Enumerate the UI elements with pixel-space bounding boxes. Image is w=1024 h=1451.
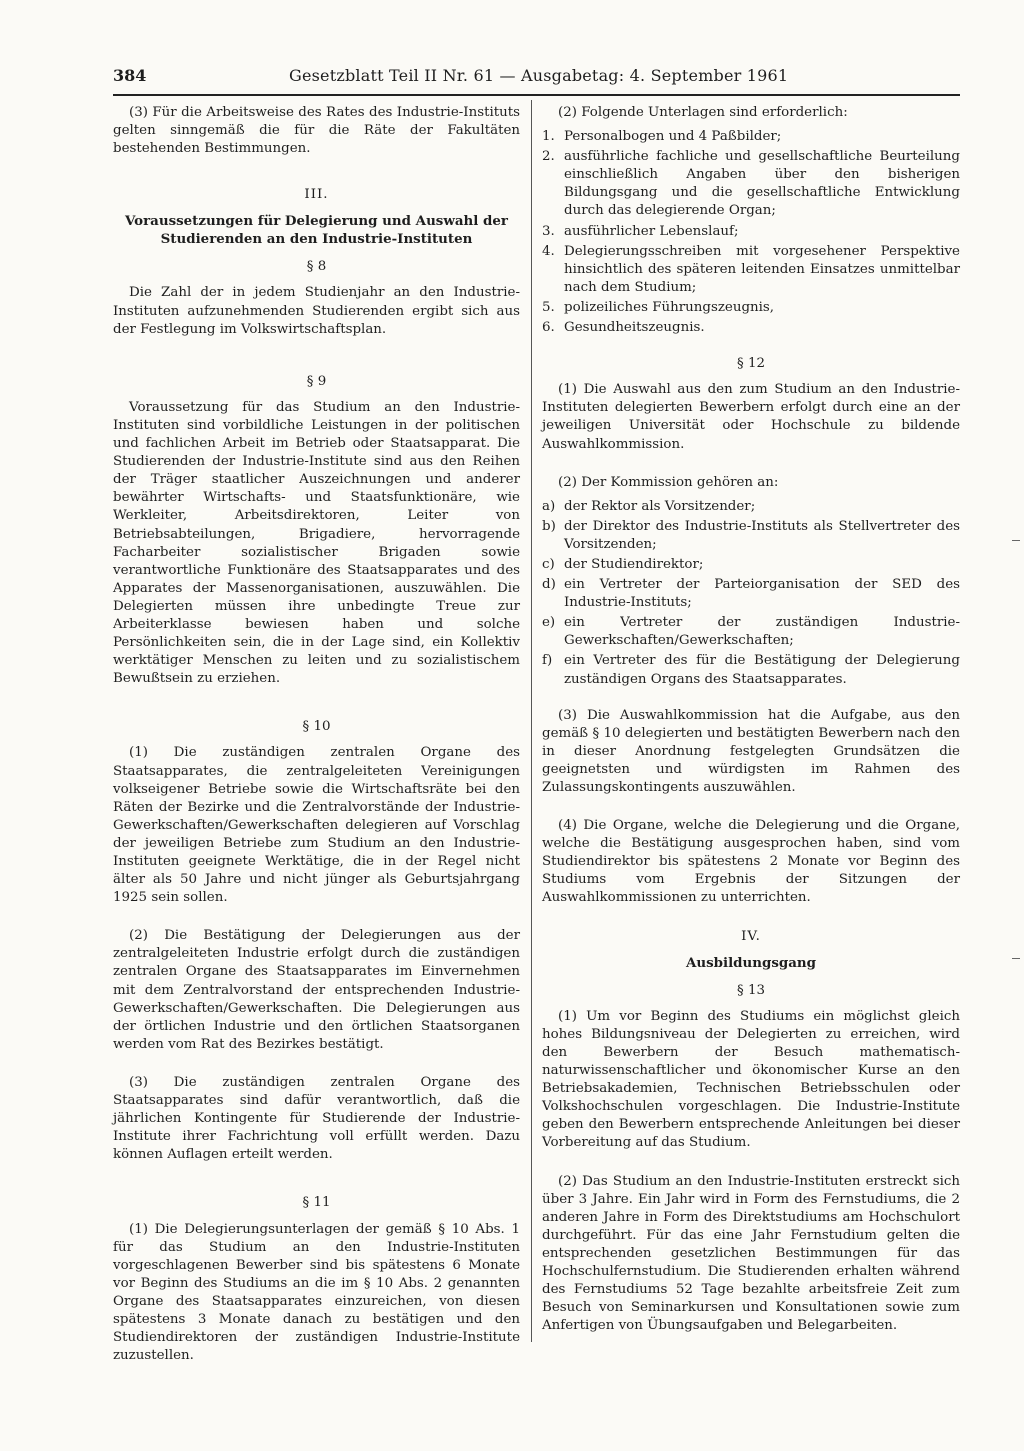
chapter-heading-iv: Ausbildungsgang [685,954,817,971]
section-9: § 9 [306,373,327,389]
section-10-paragraph-2: (2) Die Bestätigung der Delegierungen aus der zentralgeleiteten Industrie erfolgt durch die zuständigen zentralen Organe des Staatsapparates im Einvernehmen mit dem Zentralvorstand der entsprechenden Industrie-Gewerkschaften/Gewerkschaften. Die Delegierungen aus der örtlichen Industrie und den örtlichen Staatsorganen werden vom Rat des Bezirkes bestätigt. [113,928,520,1052]
section-9-text: Voraussetzung für das Studium an den Industrie-Instituten sind vorbildliche Leistungen in der politischen und fachlichen Arbeit im Betrieb oder Staatsapparat. Die Studierenden der Industrie-Institute sind aus den Reihen der Träger staatlicher Auszeichnungen und anderer bewährter Wirtschafts- und Staatsfunktionäre, wie Werkleiter, Arbeitsdirektoren, Leiter von Betriebsabteilungen, Brigadiere, hervorragende Facharbeiter sozialistischer Brigaden sowie verantwortliche Funktionäre des Staatsapparates und des Apparates der Massenorganisationen, auszuwählen. Die Delegierten müssen ihre unbedingte Treue zur Arbeiterklasse bewiesen haben und solche Persönlichkeiten sein, die in der Lage sind, ein Kollektiv werktätiger Menschen zu leiten und zu sozialistischem Bewußtsein zu erziehen. [113,399,520,687]
section-8-text: Die Zahl der in jedem Studienjahr an den Industrie-Instituten aufzunehmenden Studierenden ergibt sich aus der Festlegung im Volkswirtschaftsplan. [113,285,520,337]
list-item: 4. Delegierungsschreiben mit vorgesehener Perspektive hinsichtlich des späteren leitenden Einsatzes unmittelbar nach dem Studium; [542,243,960,295]
section-10-paragraph-3: (3) Die zuständigen zentralen Organe des Staatsapparates sind dafür verantwortlich, daß die jährlichen Kontingente für Studierende der Industrie-Institute ihrer Fachrichtung voll erfüllt werden. Dazu können Auflagen erteilt werden. [113,1074,520,1163]
section-13-paragraph-2: (2) Das Studium an den Industrie-Instituten erstreckt sich über 3 Jahre. Ein Jahr wird in Form des Fernstudiums, die 2 anderen Jahre in Form des Direktstudiums am Hochschulort durchgeführt. Für das eine Jahr Fernstudium gelten die entsprechenden gesetzlichen Bestimmungen für das Hochschulfernstudium. Die Studierenden erhalten während des Fernstudiums 52 Tage bezahlte arbeitsfreie Zeit zum Besuch von Seminarkursen und Konsultationen sowie zum Anfertigen von Übungsaufgaben und Belegarbeiten. [542,1173,960,1334]
chapter-number-iv: IV. [741,928,761,944]
right-column [542,104,960,1355]
list-item: b) der Direktor des Industrie-Instituts als Stellvertreter des Vorsitzenden; [542,518,960,552]
list-item: e) ein Vertreter der zuständigen Industrie-Gewerkschaften/Gewerkschaften; [542,615,960,649]
margin-mark [1012,958,1020,959]
left-column [113,104,520,1385]
section-11-paragraph-1: (1) Die Delegierungsunterlagen der gemäß § 10 Abs. 1 für das Studium an den Industrie-Instituten vorgeschlagenen Bewerber sind bis spätestens 6 Monate vor Beginn des Studiums an die im § 10 Abs. 2 genannten Organe des Staatsapparates einzureichen, von diesen spätestens 3 Monate danach zu bestätigen und den Studiendirektoren der zuständigen Industrie-Institute zuzustellen. [113,1221,520,1364]
list-item: a) der Rektor als Vorsitzender; [542,498,756,514]
list-item: 1. Personalbogen und 4 Paßbilder; [542,129,782,145]
list-item: c) der Studiendirektor; [542,556,704,572]
section-10-paragraph-1: (1) Die zuständigen zentralen Organe des Staatsapparates, die zentralgeleiteten Vereinigungen volkseigener Betriebe sowie die Wirtschaftsräte bei den Räten der Bezirke und die Zentralvorstände der Industrie-Gewerkschaften/Gewerkschaften delegieren auf Vorschlag der jeweiligen Betriebe zum Studium an den Industrie-Instituten geeignete Werktätige, die in der Regel nicht älter als 50 Jahre und nicht jünger als Geburtsjahrgang 1925 sein sollen. [113,745,520,906]
chapter-heading-iii: Voraussetzungen für Delegierung und Auswahl der Studierenden an den Industrie-Instituten [125,213,508,248]
list-item: 5. polizeiliches Führungszeugnis, [542,299,775,315]
list-item: 2. ausführliche fachliche und gesellschaftliche Beurteilung einschließlich Angaben über den bisherigen Bildungsgang und die gesellschaftliche Entwicklung durch das delegierende Organ; [542,149,960,219]
section-12-paragraph-3: (3) Die Auswahlkommission hat die Aufgabe, aus den gemäß § 10 delegierten und bestätigten Bewerbern nach den in dieser Anordnung festgelegten Grundsätzen die geeignetsten und würdigsten im Rahmen des Zulassungskontingents auszuwählen. [542,707,960,795]
list-item: 3. ausführlicher Lebenslauf; [542,223,739,239]
section-10: § 10 [302,719,331,735]
page-number: 384 [113,66,147,85]
section-12-paragraph-4: (4) Die Organe, welche die Delegierung und die Organe, welche die Bestätigung ausgesprochen haben, sind vom Studiendirektor bis spätestens 2 Monate vor Beginn des Studiums vom Ergebnis der Sitzungen der Auswahlkommissionen zu unterrichten. [542,818,960,906]
section-12-paragraph-1: (1) Die Auswahl aus den zum Studium an den Industrie-Instituten delegierten Bewerbern erfolgt durch eine an der jeweiligen Universität oder Hochschule zu bildende Auswahlkommission. [542,382,960,452]
paragraph-rat: (3) Für die Arbeitsweise des Rates des Industrie-Instituts gelten sinngemäß die für die Räte der Fakultäten bestehenden Bestimmungen. [113,105,520,157]
section-11-paragraph-2-intro: (2) Folgende Unterlagen sind erforderlich: [558,105,848,120]
section-11: § 11 [302,1195,331,1211]
margin-mark [1012,540,1020,541]
section-13-paragraph-1: (1) Um vor Beginn des Studiums ein möglichst gleich hohes Bildungsniveau der Delegierten zu erreichen, wird den Bewerbern der Besuch mathematisch-naturwissenschaftlicher und ökonomischer Kurse an den Betriebsakademien, Technischen Betriebsschulen oder Volkshochschulen vorgeschlagen. Die Industrie-Institute geben den Bewerbern entsprechende Anleitungen bei dieser Vorbereitung auf das Studium. [542,1008,960,1151]
section-12-paragraph-2-intro: (2) Der Kommission gehören an: [558,474,779,490]
page-header [113,66,960,96]
list-item: d) ein Vertreter der Parteiorganisation der SED des Industrie-Instituts; [542,577,960,611]
header-title: Gesetzblatt Teil II Nr. 61 — Ausgabetag: 4. September 1961 [289,66,789,85]
required-documents-list [542,128,960,337]
list-item: 6. Gesundheitszeugnis. [542,320,705,336]
chapter-number-iii: III. [304,187,329,203]
section-13: § 13 [737,982,765,998]
section-8: § 8 [306,259,327,275]
section-12: § 12 [737,356,765,372]
column-divider [531,100,532,1342]
list-item: f) ein Vertreter des für die Bestätigung der Delegierung zuständigen Organs des Staatsapparates. [542,653,960,687]
commission-members-list [542,498,960,689]
